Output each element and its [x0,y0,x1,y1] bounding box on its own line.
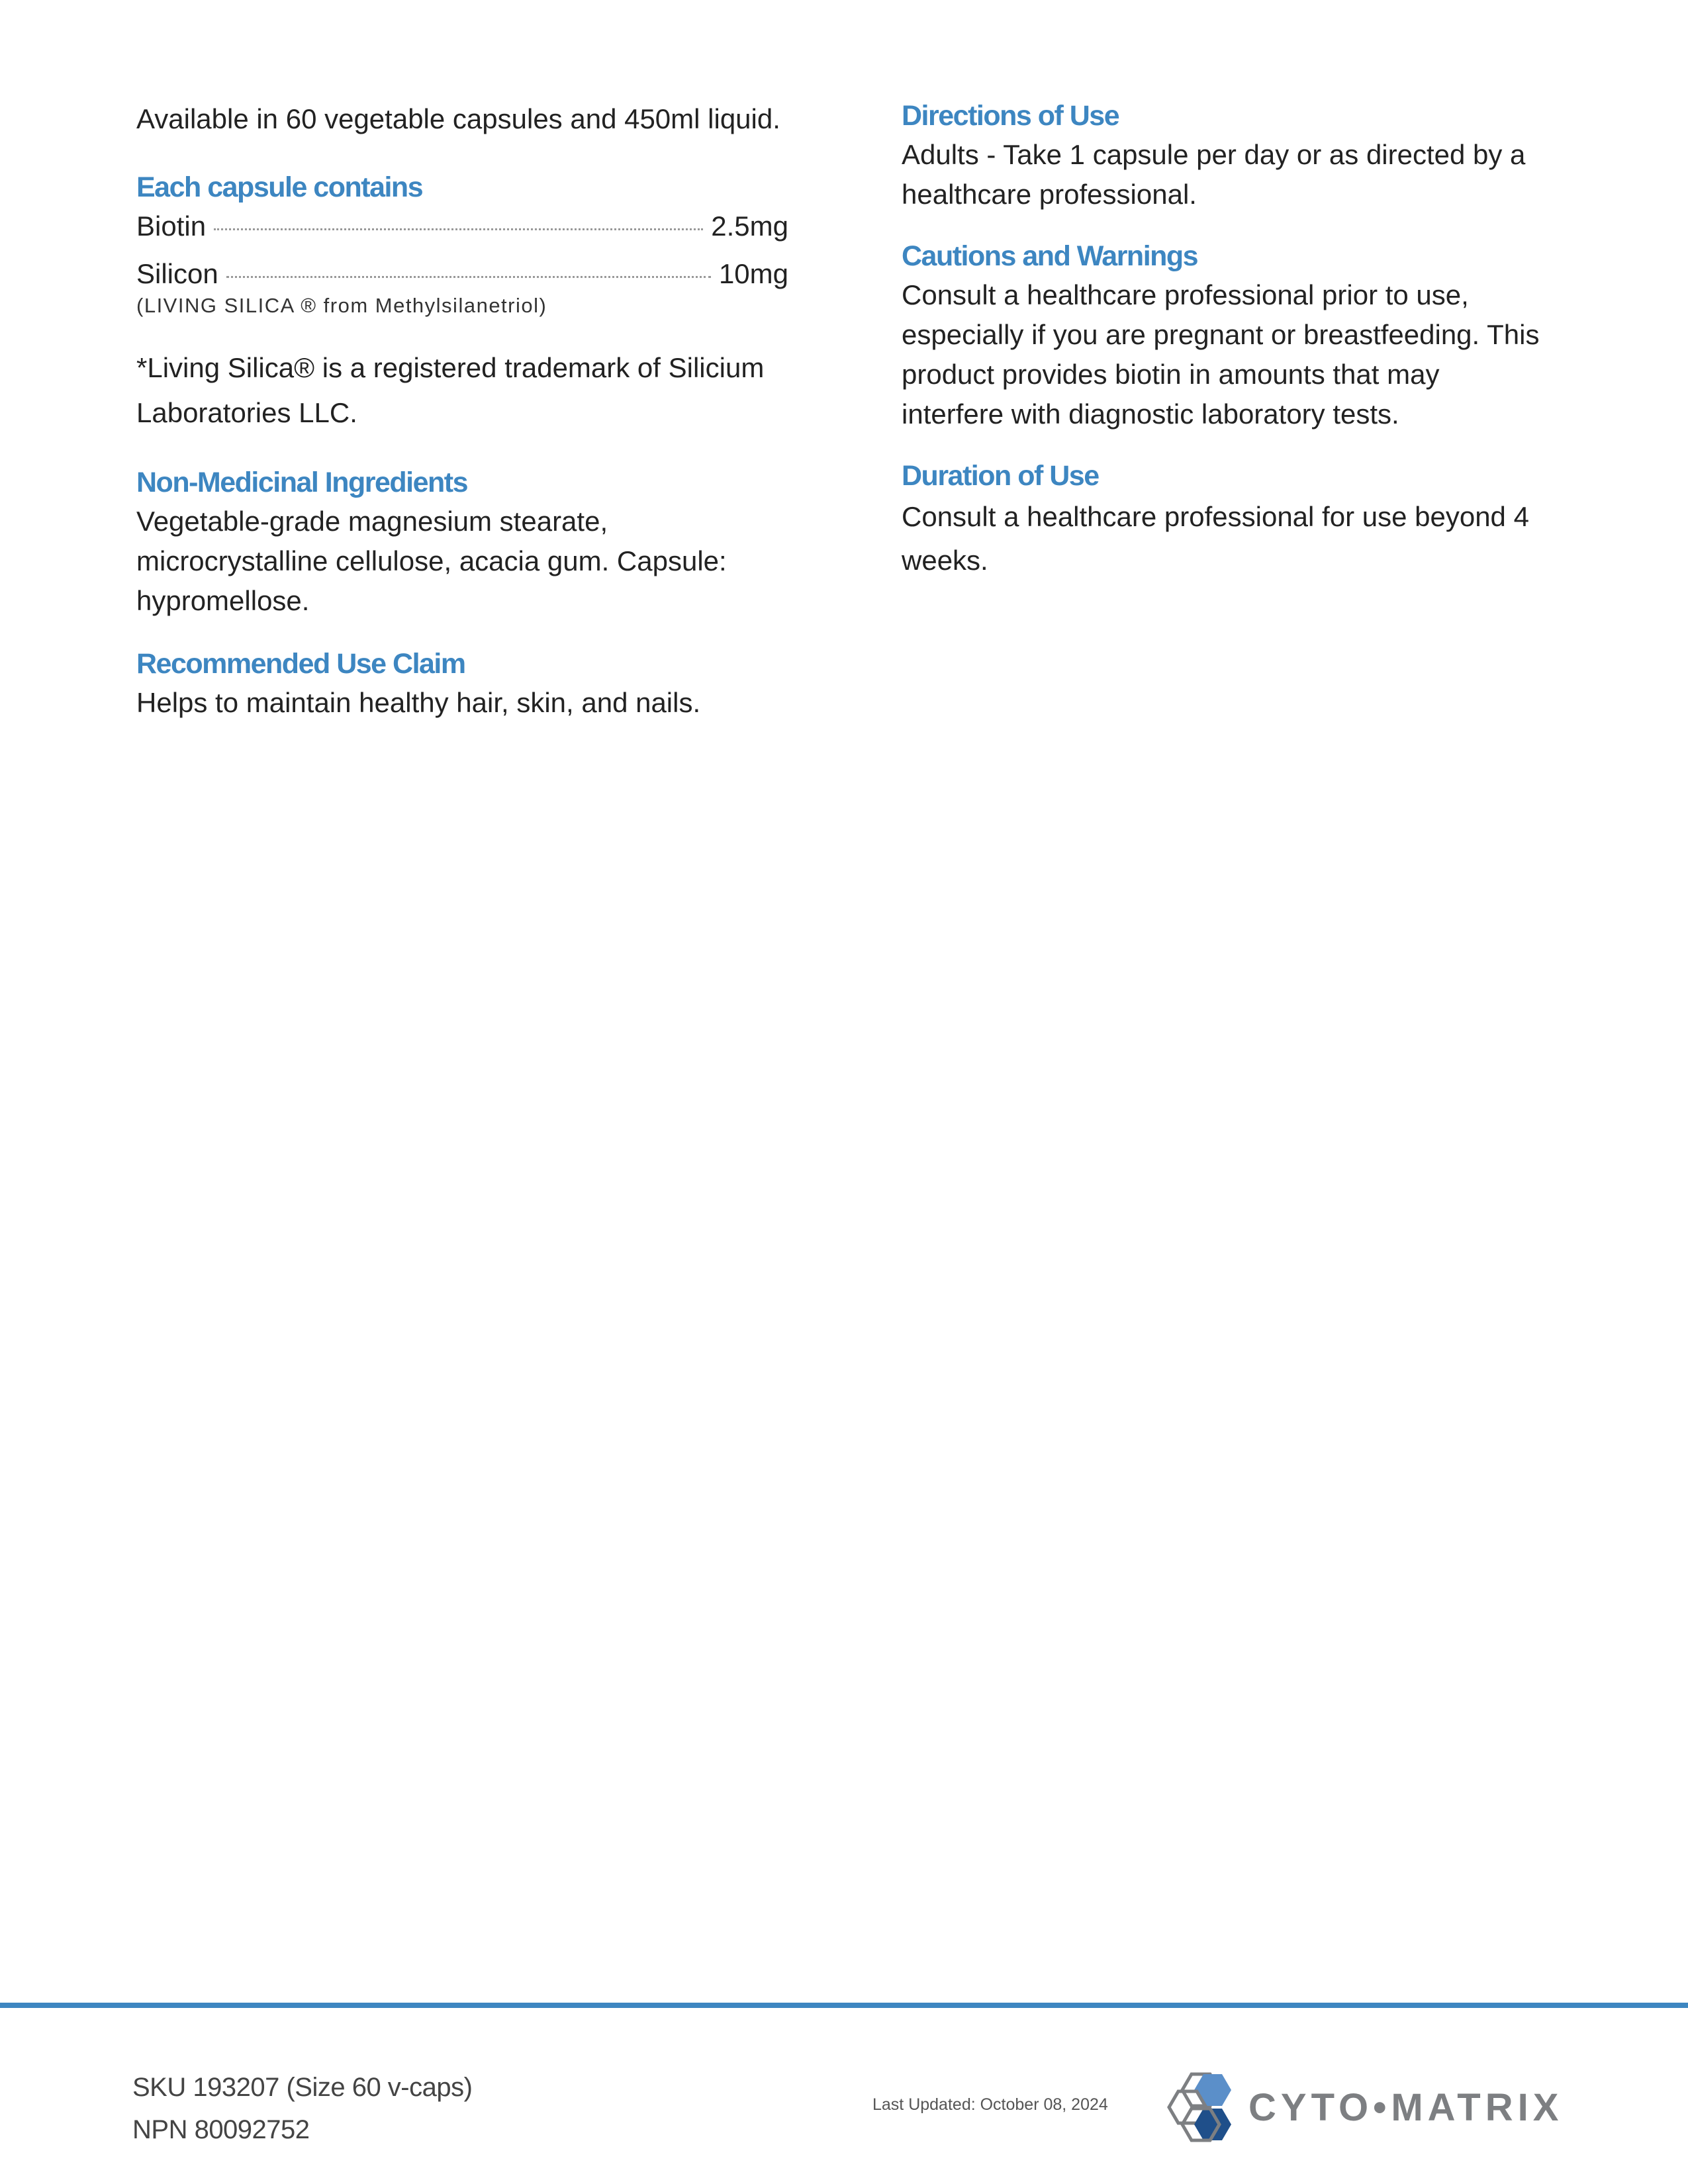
ingredient-name: Biotin [136,210,207,242]
sku-text: SKU 193207 (Size 60 v-caps) [132,2073,473,2102]
hexagon-logo-icon [1164,2070,1237,2144]
npn-text: NPN 80092752 [132,2115,310,2144]
text-line: Adults - Take 1 capsule per day or as directed by a [902,139,1526,170]
left-column [136,99,788,723]
text-line: interfere with diagnostic laboratory tests. [902,398,1399,430]
capsule-heading: Each capsule contains [136,171,423,203]
ingredient-list [136,206,788,293]
claim-heading: Recommended Use Claim [136,648,465,680]
directions-heading: Directions of Use [902,100,1119,132]
last-updated-text: Last Updated: October 08, 2024 [872,2095,1108,2114]
footer-divider [0,2003,1688,2008]
cytomatrix-logo [1164,2070,1563,2144]
trademark-line: Laboratories LLC. [136,397,357,428]
text-line: Vegetable-grade magnesium stearate, [136,506,608,537]
ingredient-name: Silicon [136,258,218,289]
claim-text: Helps to maintain healthy hair, skin, and nails. [136,687,701,718]
ingredient-row-silicon [136,254,788,293]
availability-text: Available in 60 vegetable capsules and 450ml liquid. [136,103,780,134]
text-line: Consult a healthcare professional for use beyond 4 [902,501,1529,532]
text-line: weeks. [902,545,988,576]
text-line: product provides biotin in amounts that may [902,359,1440,390]
text-line: hypromellose. [136,585,310,616]
text-line: microcrystalline cellulose, acacia gum. Capsule: [136,545,727,576]
dotted-leader [226,276,711,278]
ingredient-row-biotin [136,206,788,254]
cautions-text [902,275,1564,434]
text-line: especially if you are pregnant or breastfeeding. This [902,319,1540,350]
duration-heading: Duration of Use [902,460,1099,492]
nonmedicinal-heading: Non-Medicinal Ingredients [136,467,468,498]
dotted-leader [214,228,703,230]
silicon-source-note: (LIVING SILICA ® from Methylsilanetriol) [136,294,547,317]
duration-text [902,495,1564,582]
directions-text [902,135,1564,214]
ingredient-amount: 10mg [718,258,788,289]
right-column [902,97,1564,582]
trademark-note [136,345,788,435]
text-line: healthcare professional. [902,179,1197,210]
nonmedicinal-text [136,502,788,621]
ingredient-amount: 2.5mg [711,210,788,242]
product-codes [132,2066,472,2151]
cautions-heading: Cautions and Warnings [902,240,1198,272]
logo-wordmark: CYTO•MATRIX [1248,2085,1564,2129]
trademark-line: *Living Silica® is a registered trademark of Silicium [136,352,765,383]
text-line: Consult a healthcare professional prior to use, [902,279,1469,310]
